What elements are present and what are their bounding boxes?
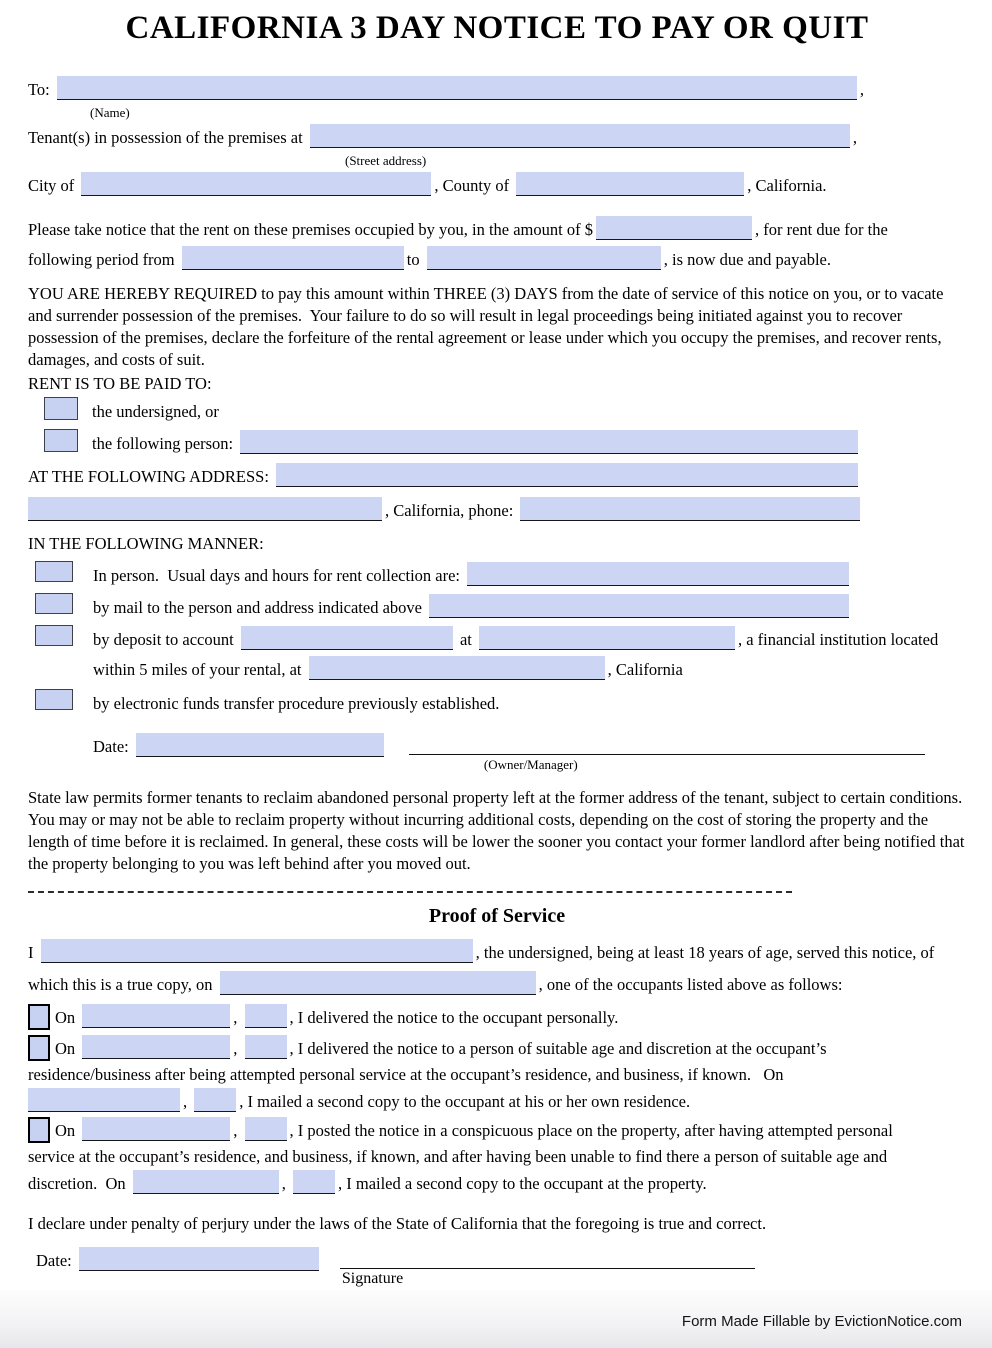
comma-text: ,	[859, 80, 865, 99]
to-label: To:	[28, 80, 50, 99]
proof-intro-text: which this is a true copy, on	[28, 975, 213, 994]
comma-text: ,	[233, 1039, 238, 1058]
substituted-service-checkbox[interactable]	[28, 1035, 50, 1061]
city-row	[28, 171, 966, 201]
reclaim-paragraph: State law permits former tenants to reclaim abandoned personal property left at the former address of the tenant, subject to certain conditions. You may or may not be able to reclaim property without incurring additional costs, depending on the cost of storing the property and the length of time before it is reclaimed. In general, these costs will be lower the sooner you contact your former landlord after being notified that the property belonging to you was left behind after you moved out.	[28, 788, 969, 873]
substituted-service-row	[28, 1035, 966, 1115]
notice-line-2	[28, 245, 966, 275]
declaration-paragraph: I declare under penalty of perjury under the laws of the State of California that the foregoing is true and correct.	[28, 1214, 767, 1233]
proof-intro-line-2	[28, 969, 966, 1001]
payment-address-field[interactable]	[276, 463, 858, 487]
in-person-checkbox[interactable]	[35, 561, 73, 582]
manner-heading: IN THE FOLLOWING MANNER:	[28, 534, 264, 553]
by-mail-checkbox[interactable]	[35, 593, 73, 614]
deposit-line-2	[93, 655, 966, 685]
substituted-line-1	[28, 1035, 966, 1062]
date-label: Date:	[93, 737, 129, 756]
posting-text: discretion. On	[28, 1174, 126, 1193]
tenant-row	[28, 123, 966, 153]
address-heading: AT THE FOLLOWING ADDRESS:	[28, 467, 269, 486]
mail-address-field[interactable]	[429, 594, 849, 618]
following-person-checkbox[interactable]	[44, 429, 78, 452]
financial-institution-field[interactable]	[479, 626, 735, 650]
eft-row	[28, 689, 966, 719]
posting-line-1	[28, 1117, 966, 1144]
posting-year-field[interactable]	[245, 1117, 287, 1141]
posting-line-3	[28, 1170, 966, 1197]
proof-intro-text: , one of the occupants listed above as follows:	[538, 975, 843, 994]
owner-date-row	[28, 731, 966, 773]
proof-intro-line-1	[28, 937, 966, 969]
undersigned-checkbox[interactable]	[44, 397, 78, 420]
signature-date-row	[28, 1245, 966, 1287]
city-field[interactable]	[81, 172, 431, 196]
proof-of-service-heading: Proof of Service	[428, 905, 566, 927]
substituted-text: , I delivered the notice to a person of suitable age and discretion at the occupant’s	[289, 1039, 827, 1058]
payment-address-row	[28, 461, 966, 493]
substituted-mailing-year-field[interactable]	[194, 1088, 236, 1112]
name-caption: (Name)	[90, 105, 130, 120]
posting-mailing-year-field[interactable]	[293, 1170, 335, 1194]
following-person-label: the following person:	[92, 434, 234, 453]
date-label: Date:	[36, 1251, 72, 1270]
deposit-label: , a financial institution located	[737, 630, 939, 649]
undersigned-label: the undersigned, or	[92, 402, 219, 421]
tenant-name-field[interactable]	[57, 76, 857, 100]
state-suffix: , California.	[747, 176, 827, 195]
account-number-field[interactable]	[241, 626, 453, 650]
eft-label: by electronic funds transfer procedure previously established.	[93, 694, 500, 713]
proof-intro-text: , the undersigned, being at least 18 years of age, served this notice, of	[475, 943, 935, 962]
notice-date-field[interactable]	[136, 733, 384, 757]
personal-delivery-text: , I delivered the notice to the occupant personally.	[289, 1008, 619, 1027]
notice-text: following period from	[28, 250, 175, 269]
deposit-line-1	[93, 625, 966, 655]
deposit-label: at	[459, 630, 472, 649]
substituted-delivery-year-field[interactable]	[245, 1035, 287, 1059]
posting-line-2	[28, 1144, 966, 1170]
by-mail-row	[28, 593, 966, 623]
owner-signature-line	[409, 731, 925, 755]
posting-text: service at the occupant’s residence, and business, if known, and after having been unable to find there a person of suitable age and	[28, 1147, 888, 1166]
personal-delivery-year-field[interactable]	[245, 1004, 287, 1028]
period-to-field[interactable]	[427, 246, 661, 270]
signature-line	[340, 1245, 755, 1269]
comma-text: ,	[233, 1008, 238, 1027]
tenant-label: Tenant(s) in possession of the premises at	[28, 128, 303, 147]
period-from-field[interactable]	[182, 246, 404, 270]
comma-text: ,	[852, 128, 857, 147]
substituted-mailing-date-field[interactable]	[28, 1088, 180, 1112]
on-label: On	[55, 1039, 76, 1058]
by-mail-label: by mail to the person and address indicated above	[93, 598, 422, 617]
rent-amount-field[interactable]	[596, 216, 752, 240]
eft-checkbox[interactable]	[35, 689, 73, 710]
required-paragraph: YOU ARE HEREBY REQUIRED to pay this amount within THREE (3) DAYS from the date of service of this notice on you, or to vacate and surrender possession of the premises. Your failure to do so will result in legal proceedings being initiated against you to recover possession of the premises, declare the forfeiture of the rental agreement or lease under which you occupy the premises, and recover rents, damages, and costs of suit.	[28, 284, 948, 369]
comma-text: ,	[233, 1121, 238, 1140]
on-label: On	[55, 1008, 76, 1027]
following-person-row	[28, 429, 966, 459]
comma-text: ,	[281, 1174, 286, 1193]
posting-text: , I mailed a second copy to the occupant at the property.	[337, 1174, 707, 1193]
payment-city-row	[28, 495, 966, 527]
county-label: , County of	[434, 176, 510, 195]
copy-service-date-field[interactable]	[220, 971, 536, 995]
dashed-divider	[28, 891, 792, 893]
on-label: On	[55, 1121, 76, 1140]
substituted-line-3	[28, 1088, 966, 1115]
notice-line-1	[28, 215, 966, 245]
comma-text: ,	[183, 1092, 188, 1111]
posting-text: , I posted the notice in a conspicuous place on the property, after having attempted personal	[289, 1121, 893, 1140]
notice-text: to	[406, 250, 420, 269]
substituted-text: residence/business after being attempted personal service at the occupant’s residence, and business, if known. On	[28, 1065, 784, 1084]
deposit-label: by deposit to account	[93, 630, 234, 649]
in-person-row	[28, 561, 966, 591]
notice-text: , is now due and payable.	[663, 250, 831, 269]
posting-row	[28, 1117, 966, 1197]
signature-caption: Signature	[341, 1270, 404, 1287]
substituted-delivery-date-field[interactable]	[82, 1035, 230, 1059]
street-address-field[interactable]	[310, 124, 850, 148]
undersigned-row	[28, 397, 966, 427]
footer-credit: Form Made Fillable by EvictionNotice.com	[681, 1313, 962, 1330]
substituted-line-2	[28, 1062, 966, 1088]
personal-delivery-date-field[interactable]	[82, 1004, 230, 1028]
posting-checkbox[interactable]	[28, 1117, 50, 1143]
deposit-checkbox[interactable]	[35, 625, 73, 646]
proof-intro-text: I	[28, 943, 34, 962]
notice-paragraph	[28, 215, 966, 275]
city-label: City of	[28, 176, 75, 195]
county-field[interactable]	[516, 172, 744, 196]
posting-date-field[interactable]	[82, 1117, 230, 1141]
personal-delivery-checkbox[interactable]	[28, 1004, 50, 1030]
owner-caption: (Owner/Manager)	[483, 757, 578, 772]
declaration-date-field[interactable]	[79, 1247, 319, 1271]
page-title: CALIFORNIA 3 DAY NOTICE TO PAY OR QUIT	[125, 10, 869, 46]
deposit-row	[28, 625, 966, 685]
deposit-label: within 5 miles of your rental, at	[93, 660, 302, 679]
city-phone-label: , California, phone:	[385, 501, 514, 520]
deposit-label: , California	[607, 660, 683, 679]
server-name-field[interactable]	[41, 939, 473, 963]
street-caption: (Street address)	[345, 153, 427, 168]
institution-city-field[interactable]	[309, 656, 605, 680]
payment-city-field[interactable]	[28, 497, 382, 521]
collection-hours-field[interactable]	[467, 562, 849, 586]
in-person-label: In person. Usual days and hours for rent collection are:	[93, 566, 461, 585]
payee-name-field[interactable]	[240, 430, 858, 454]
notice-text: , for rent due for the	[754, 220, 888, 239]
to-row	[28, 75, 966, 105]
rent-to-heading: RENT IS TO BE PAID TO:	[28, 374, 212, 393]
notice-text: Please take notice that the rent on these premises occupied by you, in the amount of $	[28, 220, 593, 239]
phone-field[interactable]	[520, 497, 860, 521]
substituted-text: , I mailed a second copy to the occupant at his or her own residence.	[239, 1092, 691, 1111]
posting-mailing-date-field[interactable]	[133, 1170, 279, 1194]
personal-delivery-row	[28, 1003, 966, 1033]
